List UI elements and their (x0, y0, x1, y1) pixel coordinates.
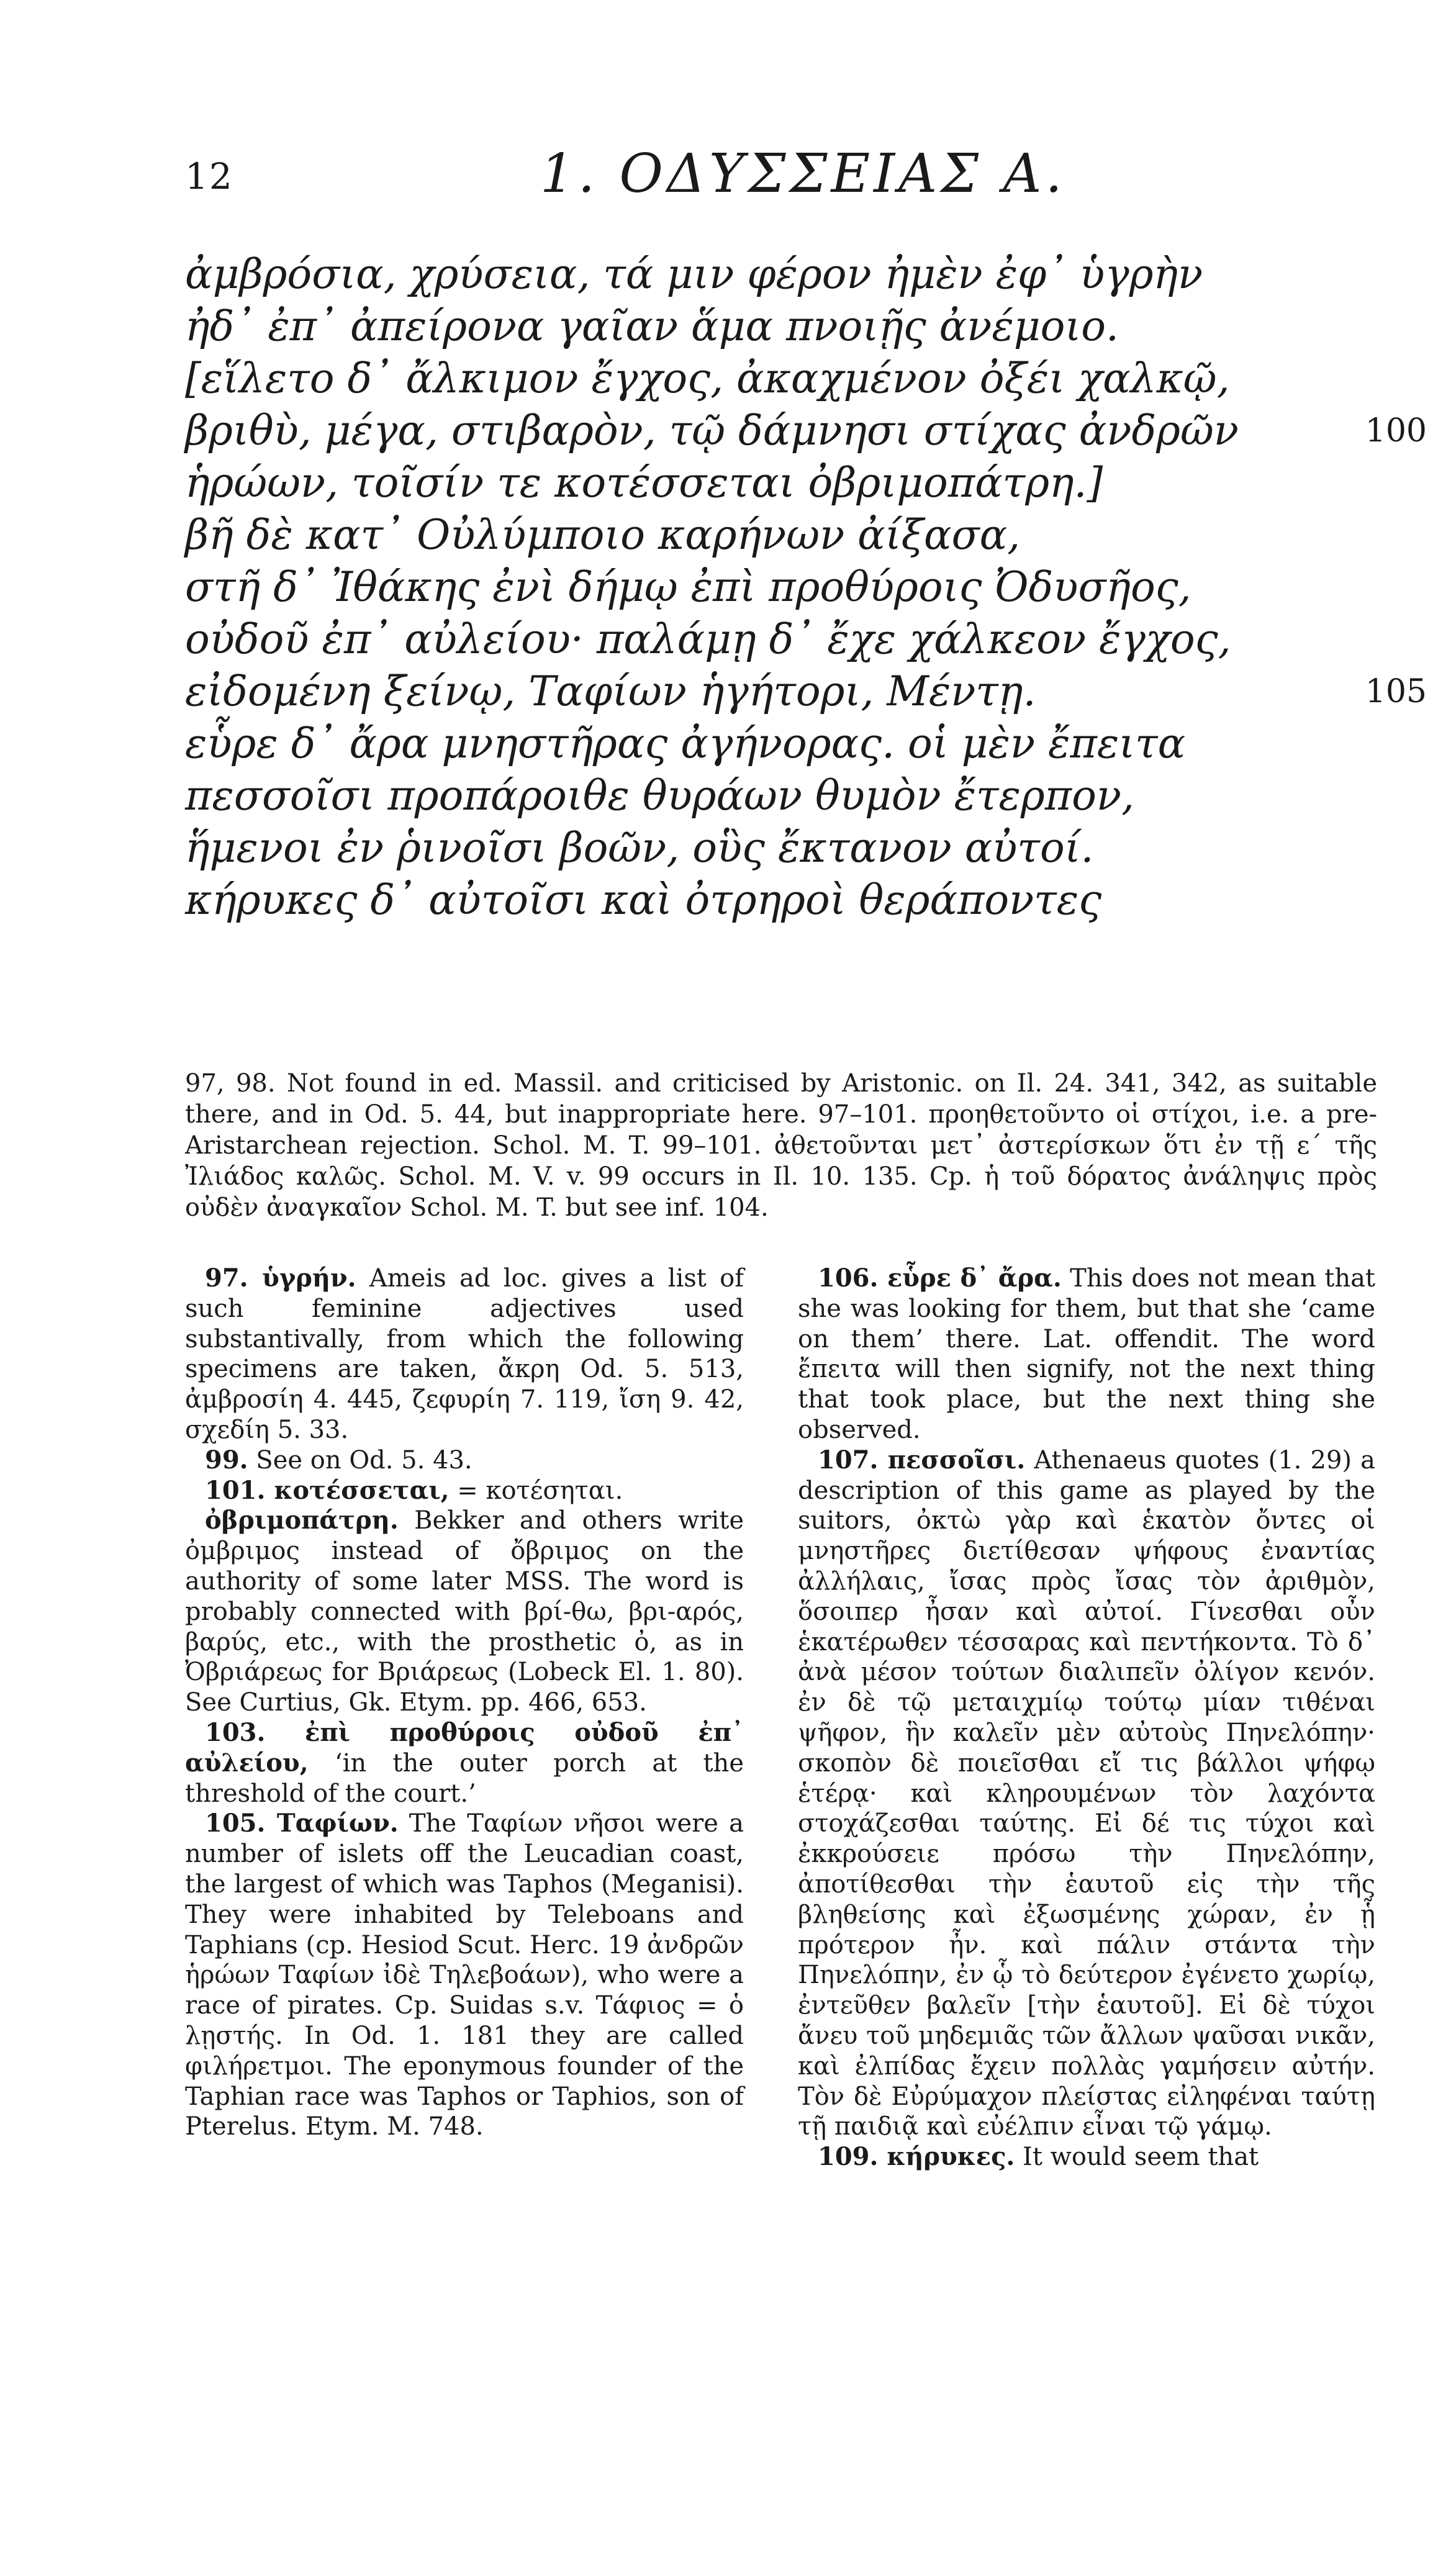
commentary-note (185, 1263, 744, 1445)
verse-line (185, 770, 1365, 822)
verse-line (185, 613, 1365, 666)
verse-line (185, 874, 1365, 926)
note-body: Bekker and others write ὀμβριμος instead of ὄβριμος on the authority of some later MSS. The word is probably connected with βρί-θω, βρι-αρός, βαρύς, etc., with the prosthetic ὀ, as in Ὀβριάρεως for Βριάρεως (Lobeck El. 1. 80). See Curtius, Gk. Etym. pp. 466, 653. (185, 1506, 744, 1717)
commentary-note (185, 1506, 744, 1718)
note-lemma: 105. Ταφίων. (205, 1809, 399, 1838)
verse-line-text: οὐδοῦ ἐπ᾽ αὐλείου· παλάμῃ δ᾽ ἔχε χάλκεον ἔγχος, (185, 615, 1231, 663)
line-number: 105 (1365, 673, 1427, 710)
verse-line-text: εὗρε δ᾽ ἄρα μνηστῆρας ἀγήνορας. οἱ μὲν ἔπειτα (185, 720, 1186, 767)
commentary-note (185, 1476, 744, 1506)
note-lemma: 109. κήρυκες. (818, 2142, 1015, 2172)
verse-line-text: ἥμενοι ἐν ῥινοῖσι βοῶν, οὓς ἔκτανον αὐτοί. (185, 824, 1094, 872)
note-lemma: 106. εὗρε δ᾽ ἄρα. (818, 1263, 1062, 1293)
verse-line-text: βριθὺ, μέγα, στιβαρὸν, τῷ δάμνησι στίχας ἀνδρῶν (185, 407, 1239, 454)
commentary-note (185, 1718, 744, 1809)
verse-line (185, 822, 1365, 874)
verse-line (185, 353, 1365, 405)
note-body: The Ταφίων νῆσοι were a number of islets off the Leucadian coast, the largest of which was Taphos (Meganisi). They were inhabited by Teleboans and Taphians (cp. Hesiod Scut. Herc. 19 ἀνδρῶν ἡρώων Ταφίων ἰδὲ Τηλεβοάων), who were a race of pirates. Cp. Suidas s.v. Τάφιος = ὁ λῃστής. In Od. 1. 181 they are called φιλήρετμοι. The eponymous founder of the Taphian race was Taphos or Taphios, son of Pterelus. Etym. M. 748. (185, 1809, 744, 2141)
commentary-note (798, 2142, 1375, 2172)
verse-line (185, 718, 1365, 770)
verse-line (185, 405, 1427, 457)
verse-line-text: ἀμβρόσια, χρύσεια, τά μιν φέρον ἠμὲν ἐφ᾽ ὑγρὴν (185, 250, 1203, 298)
verse-line (185, 666, 1427, 718)
note-body: It would seem that (1015, 2143, 1259, 2172)
line-number: 100 (1365, 412, 1427, 450)
note-body: = κοτέσηται. (449, 1476, 623, 1505)
note-body: This does not mean that she was looking for them, but that she ‘came on them’ there. Lat. offendit. The word ἔπειτα will then signify, not the next thing that took place, but the next thing she observed. (798, 1264, 1375, 1444)
note-lemma: 97. ὑγρήν. (205, 1263, 356, 1293)
note-lemma: ὀβριμοπάτρη. (205, 1506, 399, 1535)
note-body: ‘in the outer porch at the threshold of the court.’ (185, 1748, 744, 1808)
verse-line-text: πεσσοῖσι προπάροιθε θυράων θυμὸν ἔτερπον, (185, 772, 1134, 820)
note-body: Athenaeus quotes (1. 29) a description of this game as played by the suitors, ὀκτὼ γὰρ καὶ ἑκατὸν ὄντες οἱ μνηστῆρες διετίθεσαν ψήφους ἐναντίας ἀλλήλαις, ἴσας πρὸς ἴσας τὸν ἀριθμὸν, ὅσοιπερ ἦσαν καὶ αὐτοί. Γίνεσθαι οὖν ἑκατέρωθεν τέσσαρας καὶ πεντήκοντα. Τὸ δ᾽ ἀνὰ μέσον τούτων διαλιπεῖν ὀλίγον κενόν. ἐν δὲ τῷ μεταιχμίῳ τούτῳ μίαν τιθέναι ψῆφον, ἣν καλεῖν μὲν αὐτοὺς Πηνελόπην· σκοπὸν δὲ ποιεῖσθαι εἴ τις βάλλοι ψήφῳ ἑτέρᾳ· καὶ κληρουμένων τὸν λαχόντα στοχάζεσθαι ταύτης. Εἰ δέ τις τύχοι καὶ ἐκκρούσειε πρόσω τὴν Πηνελόπην, ἀποτίθεσθαι τὴν ἑαυτοῦ εἰς τὴν τῆς βληθείσης καὶ ἐξωσμένης χώραν, ἐν ᾗ πρότερον ἦν. καὶ πάλιν στάντα τὴν Πηνελόπην, ἐν ᾧ τὸ δεύτερον ἐγένετο χωρίῳ, ἐντεῦθεν βαλεῖν [τὴν ἑαυτοῦ]. Εἰ δὲ τύχοι ἄνευ τοῦ μηδεμιᾶς τῶν ἄλλων ψαῦσαι νικᾶν, καὶ ἐλπίδας ἔχειν πολλὰς γαμήσειν αὐτήν. Τὸν δὲ Εὐρύμαχον πλείστας εἰληφέναι ταύτῃ τῇ παιδιᾷ καὶ εὐέλπιν εἶναι τῷ γάμῳ. (798, 1445, 1375, 2141)
commentary-note (798, 1263, 1375, 1445)
running-title: 1. ΟΔΥΣΣΕΙΑΣ Α. (540, 143, 1066, 205)
verse-line (185, 457, 1365, 509)
apparatus-text: 97, 98. Not found in ed. Massil. and criticised by Aristonic. on Il. 24. 341, 342, as suitable there, and in Od. 5. 44, but inappropriate here. 97–101. προηθετοῦντο οἱ στίχοι, i.e. a pre-Aristarchean rejection. Schol. M. T. 99–101. ἀθετοῦνται μετ᾽ ἀστερίσκων ὅτι ἐν τῇ ε΄ τῆς Ἰλιάδος καλῶς. Schol. M. V. v. 99 occurs in Il. 10. 135. Cp. ἡ τοῦ δόρατος ἀνάληψις πρὸς οὐδὲν ἀναγκαῖον Schol. M. T. but see inf. 104. (185, 1069, 1377, 1222)
note-lemma: 103. ἐπὶ προθύροις οὐδοῦ ἐπ᾽ αὐλείου, (185, 1717, 744, 1778)
commentary-left-column (185, 1263, 744, 2142)
greek-verse (185, 248, 1427, 926)
verse-line (185, 301, 1365, 353)
commentary-right-column (798, 1263, 1375, 2172)
commentary-note (185, 1809, 744, 2142)
commentary-note (798, 1445, 1375, 2142)
critical-apparatus (185, 1068, 1377, 1223)
verse-line-text: εἰδομένη ξείνῳ, Ταφίων ἡγήτορι, Μέντῃ. (185, 667, 1036, 715)
note-lemma: 99. (205, 1445, 248, 1475)
note-lemma: 101. κοτέσσεται, (205, 1475, 450, 1505)
verse-line-text: στῆ δ᾽ Ἰθάκης ἐνὶ δήμῳ ἐπὶ προθύροις Ὀδυσῆος, (185, 563, 1191, 611)
verse-line (185, 509, 1365, 561)
verse-line-text: ἡρώων, τοῖσίν τε κοτέσσεται ὀβριμοπάτρη.] (185, 459, 1103, 507)
verse-line (185, 248, 1365, 301)
note-body: See on Od. 5. 43. (248, 1445, 473, 1475)
page-number: 12 (185, 155, 233, 197)
note-lemma: 107. πεσσοῖσι. (818, 1445, 1026, 1475)
verse-line-text: [εἵλετο δ᾽ ἄλκιμον ἔγχος, ἀκαχμένον ὀξέι χαλκῷ, (185, 355, 1230, 402)
commentary-note (185, 1445, 744, 1476)
verse-line-text: βῆ δὲ κατ᾽ Οὐλύμποιο καρήνων ἀίξασα, (185, 511, 1021, 559)
verse-line (185, 561, 1365, 613)
verse-line-text: ἠδ᾽ ἐπ᾽ ἀπείρονα γαῖαν ἅμα πνοιῇς ἀνέμοιο. (185, 302, 1119, 350)
verse-line-text: κήρυκες δ᾽ αὐτοῖσι καὶ ὀτρηροὶ θεράποντες (185, 876, 1102, 924)
note-body: Ameis ad loc. gives a list of such feminine adjectives used substantivally, from which the following specimens are taken, ἄκρη Od. 5. 513, ἀμβροσίη 4. 445, ζεφυρίη 7. 119, ἴση 9. 42, σχεδίη 5. 33. (185, 1264, 744, 1444)
